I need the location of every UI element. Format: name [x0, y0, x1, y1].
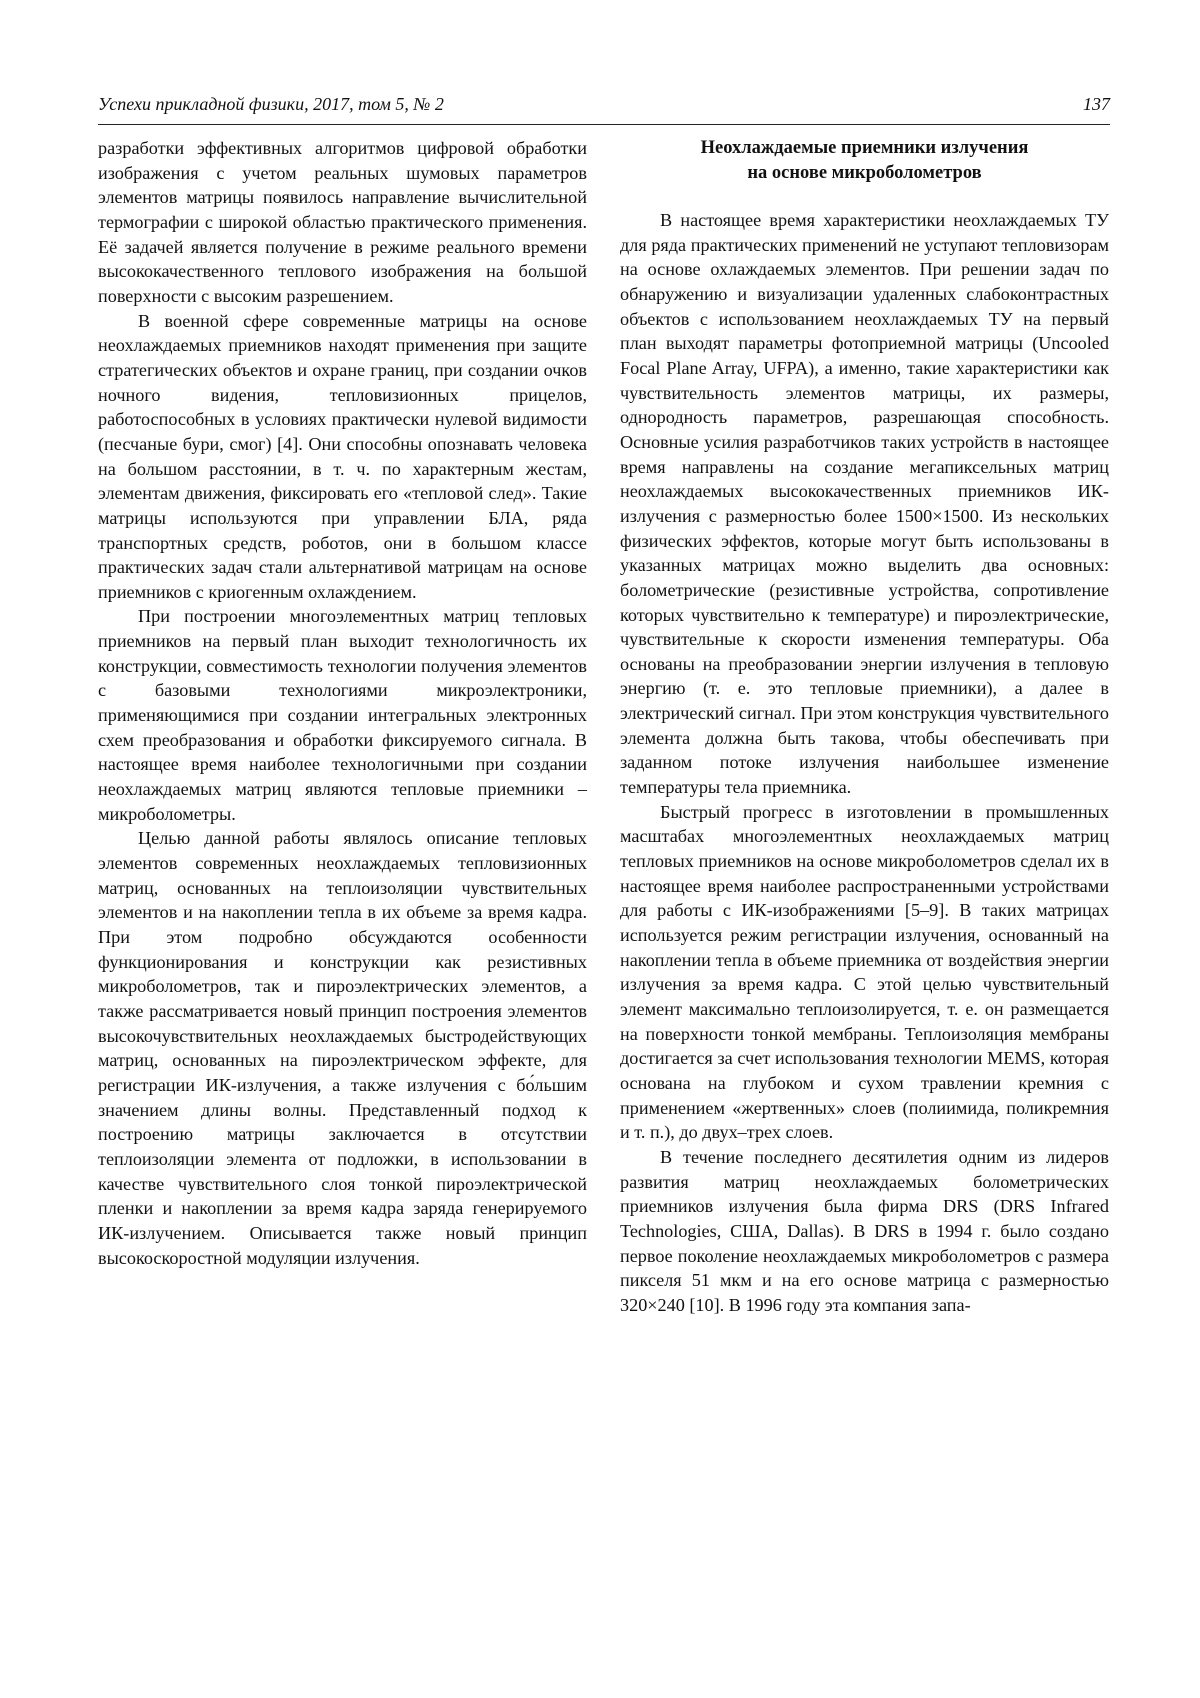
running-header	[98, 90, 1110, 125]
journal-citation: Успехи прикладной физики, 2017, том 5, № 2	[98, 94, 444, 114]
paragraph: Быстрый прогресс в изготовлении в промышленных масштабах многоэлементных неохлаждаемых матриц тепловых приемников на основе микроболометров сделал их в настоящее время наиболее распространенными устройствами для работы с ИК-изображениями [5–9]. В таких матрицах используется режим регистрации излучения, основанный на накоплении тепла в объеме приемника от воздействия энергии излучения за время кадра. С этой целью чувствительный элемент максимально теплоизолируется, т. е. он размещается на поверхности тонкой мембраны. Теплоизоляция мембраны достигается за счет использования технологии MEMS, которая основана на глубоком и сухом травлении кремния с применением «жертвенных» слоев (полиимида, поликремния и т. п.), до двух–трех слоев.	[620, 801, 1109, 1143]
paragraph: Целью данной работы являлось описание тепловых элементов современных неохлаждаемых тепловизионных матриц, основанных на теплоизоляции чувствительных элементов и на накоплении тепла в их объеме за время кадра. При этом подробно обсуждаются особенности функционирования и конструкции как резистивных микроболометров, так и пироэлектрических элементов, а также рассматривается новый принцип построения элементов высокочувствительных неохлаждаемых быстродействующих матриц, основанных на пироэлектрическом эффекте, для регистрации ИК-излучения, а также излучения с бо́льшим значением длины волны. Представленный подход к построению матрицы заключается в отсутствии теплоизоляции элемента от подложки, в использовании в качестве чувствительного слоя тонкой пироэлектрической пленки и накоплении за время кадра заряда генерируемого ИК-излучением. Описывается также новый принцип высокоскоростной модуляции излучения.	[98, 828, 587, 1268]
left-column	[98, 136, 587, 1270]
section-title-line: Неохлаждаемые приемники излучения	[700, 138, 1029, 158]
paragraph: разработки эффективных алгоритмов цифровой обработки изображения с учетом реальных шумовых параметров элементов матрицы появилось направление вычислительной термографии с широкой областью практического применения. Её задачей является получение в режиме реального времени высококачественного теплового изображения на большой поверхности с высоким разрешением.	[98, 138, 587, 306]
section-title-line: на основе микроболометров	[747, 163, 982, 183]
paragraph: При построении многоэлементных матриц тепловых приемников на первый план выходит технологичность их конструкции, совместимость технологии получения элементов с базовыми технологиями микроэлектроники, применяющимися при создании интегральных электронных схем преобразования и обработки фиксируемого сигнала. В настоящее время наиболее технологичными при создании неохлаждаемых матриц являются тепловые приемники – микроболометры.	[98, 606, 587, 824]
paragraph: В настоящее время характеристики неохлаждаемых ТУ для ряда практических применений не уступают тепловизорам на основе охлаждаемых элементов. При решении задач по обнаружению и визуализации удаленных слабоконтрастных объектов с использованием неохлаждаемых ТУ на первый план выходят параметры фотоприемной матрицы (Uncooled Focal Plane Array, UFPA), а именно, такие характеристики как чувствительность элементов матрицы, их размеры, однородность параметров, разрешающая способность. Основные усилия разработчиков таких устройств в настоящее время направлены на создание мегапиксельных матриц неохлаждаемых высококачественных приемников ИК-излучения с размерностью более 1500×1500. Из нескольких физических эффектов, которые могут быть использованы в указанных матрицах можно выделить два основных: болометрические (резистивные устройства, сопротивление которых чувствительно к температуре) и пироэлектрические, чувствительные к скорости изменения температуры. Оба основаны на преобразовании энергии излучения в тепловую энергию (т. е. это тепловые приемники), а далее в электрический сигнал. При этом конструкция чувствительного элемента должна быть такова, чтобы обеспечивать при заданном потоке излучения наибольшее изменение температуры тела приемника.	[620, 210, 1109, 798]
right-column	[620, 136, 1109, 1318]
paragraph: В военной сфере современные матрицы на основе неохлаждаемых приемников находят применения при защите стратегических объектов и охране границ, при создании очков ночного видения, тепловизионных прицелов, работоспособных в условиях практически нулевой видимости (песчаные бури, смог) [4]. Они способны опознавать человека на большом расстоянии, в т. ч. по характерным жестам, элементам движения, фиксировать его «тепловой след». Такие матрицы используются при управлении БЛА, ряда транспортных средств, роботов, они в большом классе практических задач стали альтернативой матрицам на основе приемников с криогенным охлаждением.	[98, 310, 587, 602]
paragraph: В течение последнего десятилетия одним из лидеров развития матриц неохлаждаемых болометрических приемников излучения была фирма DRS (DRS Infrared Technologies, США, Dallas). В DRS в 1994 г. было создано первое поколение неохлаждаемых микроболометров с размера пикселя 51 мкм и на его основе матрица с размерностью 320×240 [10]. В 1996 году эта компания запа-	[620, 1146, 1109, 1315]
section-title	[620, 136, 1109, 186]
page-number: 137	[1083, 94, 1110, 114]
